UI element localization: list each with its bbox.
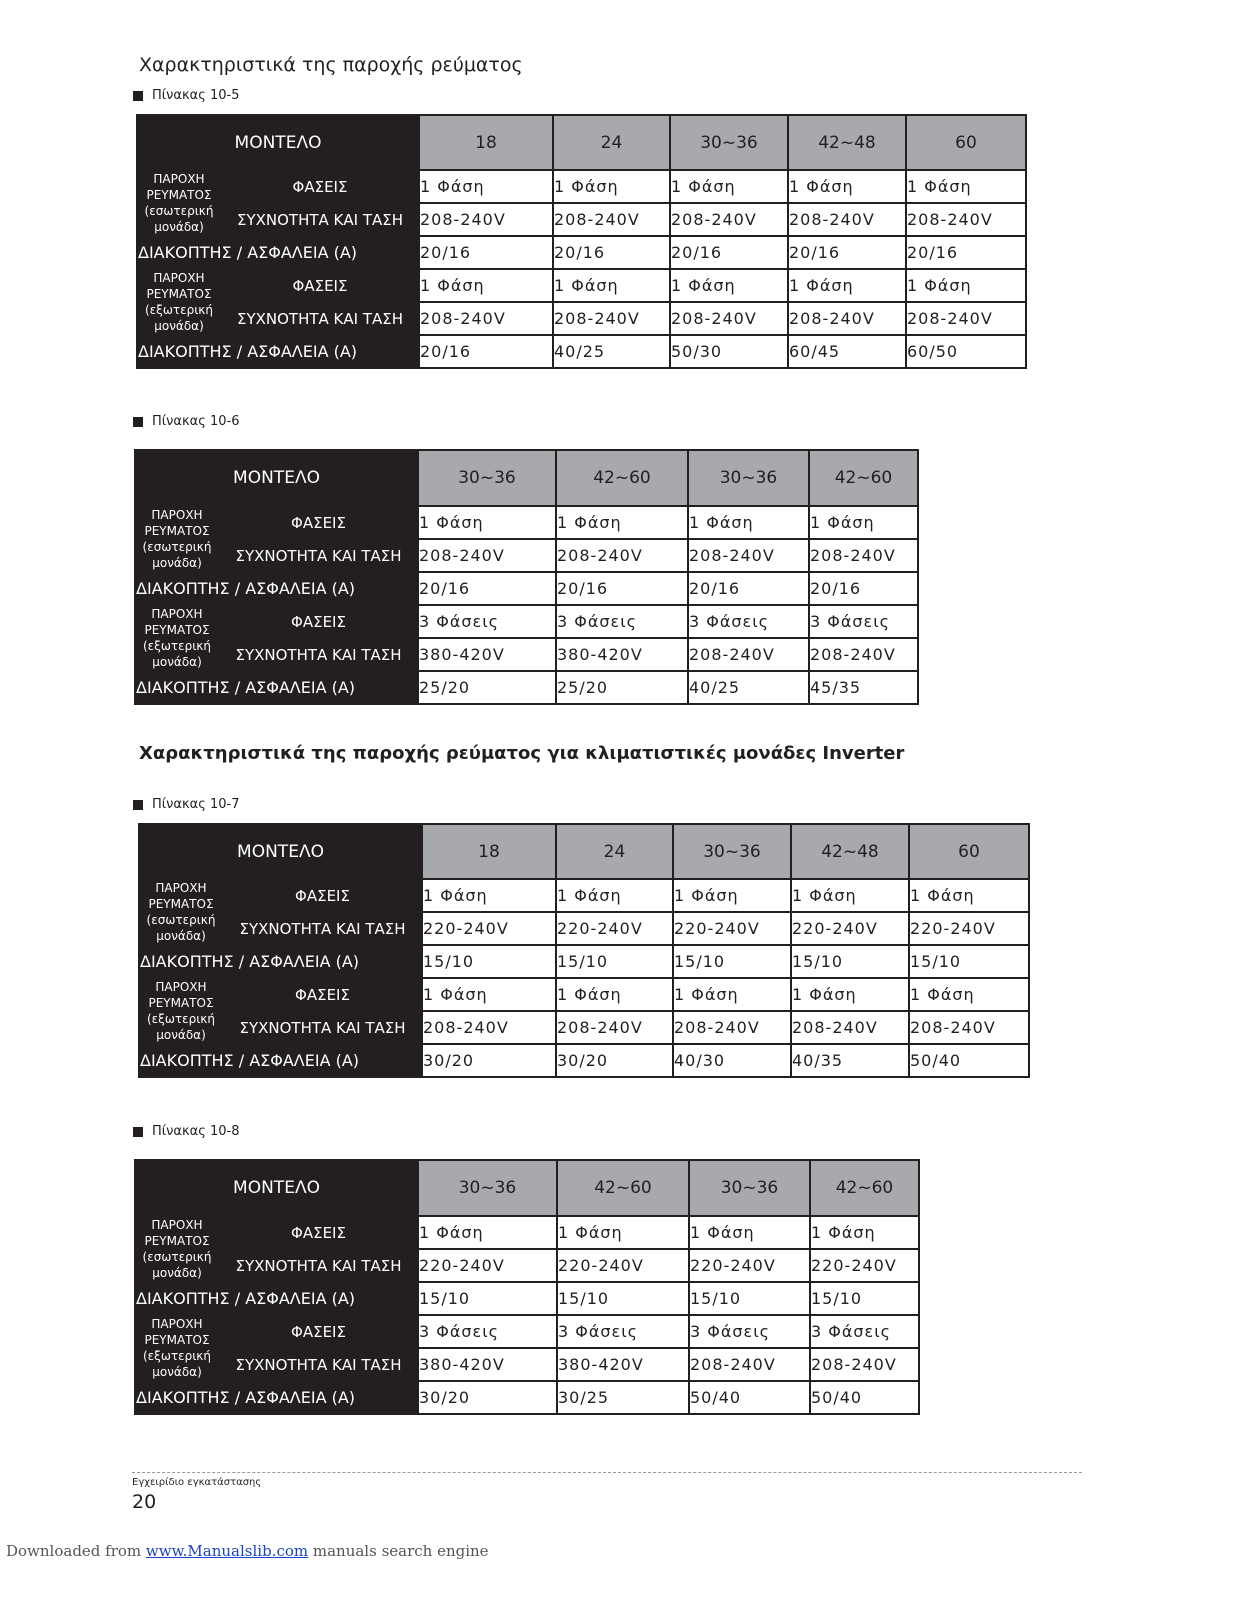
phases-cell: 1 Φάση [553,170,670,203]
supply-group-label: ΠΑΡΟΧΗ ΡΕΥΜΑΤΟΣ (εξωτερική μονάδα) [139,978,223,1044]
table-row [135,638,918,671]
supply-group-label: ΠΑΡΟΧΗ ΡΕΥΜΑΤΟΣ (εξωτερική μονάδα) [137,269,221,335]
voltage-cell: 220-240V [909,912,1029,945]
supply-group-label: ΠΑΡΟΧΗ ΡΕΥΜΑΤΟΣ (εσωτερική μονάδα) [137,170,221,236]
model-cell: 30~36 [689,1160,810,1216]
spec-table [134,1159,920,1415]
phases-cell: 1 Φάση [556,879,673,912]
breaker-cell: 40/30 [673,1044,791,1077]
table-row [135,539,918,572]
freq-voltage-label: ΣΥΧΝΟΤΗΤΑ ΚΑΙ ΤΑΣΗ [223,1011,422,1044]
model-cell: 30~36 [418,1160,557,1216]
voltage-cell: 208-240V [788,302,906,335]
bullet-square-icon [133,1127,143,1137]
breaker-cell: 15/10 [556,945,673,978]
table-row [135,506,918,539]
voltage-cell: 208-240V [809,539,918,572]
breaker-cell: 50/40 [909,1044,1029,1077]
voltage-cell: 220-240V [418,1249,557,1282]
phases-cell: 1 Φάση [788,269,906,302]
model-header: ΜΟΝΤΕΛΟ [137,115,419,170]
freq-voltage-label: ΣΥΧΝΟΤΗΤΑ ΚΑΙ ΤΑΣΗ [219,638,418,671]
phases-label: ΦΑΣΕΙΣ [223,978,422,1011]
phases-cell: 1 Φάση [553,269,670,302]
model-cell: 18 [422,824,556,879]
voltage-cell: 220-240V [556,912,673,945]
voltage-cell: 208-240V [689,1348,810,1381]
phases-label: ΦΑΣΕΙΣ [221,269,419,302]
table-row [135,1348,919,1381]
voltage-cell: 208-240V [906,302,1026,335]
breaker-cell: 15/10 [418,1282,557,1315]
phases-cell: 1 Φάση [689,1216,810,1249]
freq-voltage-label: ΣΥΧΝΟΤΗΤΑ ΚΑΙ ΤΑΣΗ [219,1249,418,1282]
table-row [137,115,1026,170]
breaker-cell: 15/10 [689,1282,810,1315]
phases-cell: 3 Φάσεις [557,1315,689,1348]
table-row [139,945,1029,978]
footer-doc-name: Εγχειρίδιο εγκατάστασης [132,1477,262,1488]
breaker-cell: 30/25 [557,1381,689,1414]
voltage-cell: 208-240V [422,1011,556,1044]
breaker-cell: 20/16 [906,236,1026,269]
breaker-cell: 15/10 [422,945,556,978]
table-row [135,671,918,704]
breaker-cell: 20/16 [556,572,688,605]
voltage-cell: 220-240V [810,1249,919,1282]
freq-voltage-label: ΣΥΧΝΟΤΗΤΑ ΚΑΙ ΤΑΣΗ [219,1348,418,1381]
model-cell: 42~60 [809,450,918,506]
breaker-label: ΔΙΑΚΟΠΤΗΣ / ΑΣΦΑΛΕΙΑ (Α) [139,945,422,978]
table-row [137,203,1026,236]
phases-label: ΦΑΣΕΙΣ [223,879,422,912]
supply-group-label: ΠΑΡΟΧΗ ΡΕΥΜΑΤΟΣ (εσωτερική μονάδα) [139,879,223,945]
table-row [135,1216,919,1249]
model-cell: 30~36 [418,450,556,506]
voltage-cell: 208-240V [810,1348,919,1381]
supply-group-label: ΠΑΡΟΧΗ ΡΕΥΜΑΤΟΣ (εξωτερική μονάδα) [135,605,219,671]
phases-label: ΦΑΣΕΙΣ [219,1315,418,1348]
voltage-cell: 220-240V [673,912,791,945]
phases-cell: 1 Φάση [670,269,788,302]
breaker-cell: 40/25 [553,335,670,368]
breaker-label: ΔΙΑΚΟΠΤΗΣ / ΑΣΦΑΛΕΙΑ (Α) [135,1381,418,1414]
phases-cell: 3 Φάσεις [556,605,688,638]
phases-cell: 1 Φάση [909,879,1029,912]
section-title: Χαρακτηριστικά της παροχής ρεύματος [139,54,523,76]
model-cell: 42~60 [810,1160,919,1216]
table-row [139,879,1029,912]
phases-cell: 1 Φάση [688,506,809,539]
breaker-cell: 40/25 [688,671,809,704]
phases-cell: 1 Φάση [422,978,556,1011]
spec-table [136,114,1027,369]
phases-cell: 1 Φάση [906,170,1026,203]
spec-table [138,823,1030,1078]
table-label-text: Πίνακας 10-7 [152,797,240,812]
table-row [139,912,1029,945]
breaker-label: ΔΙΑΚΟΠΤΗΣ / ΑΣΦΑΛΕΙΑ (Α) [135,671,418,704]
model-cell: 30~36 [670,115,788,170]
phases-cell: 1 Φάση [422,879,556,912]
table-row [135,1315,919,1348]
voltage-cell: 208-240V [553,203,670,236]
voltage-cell: 208-240V [556,539,688,572]
bullet-square-icon [133,417,143,427]
table-row [139,824,1029,879]
voltage-cell: 208-240V [553,302,670,335]
model-cell: 42~48 [791,824,909,879]
table-row [135,1282,919,1315]
phases-cell: 1 Φάση [673,879,791,912]
table-row [135,572,918,605]
breaker-cell: 50/40 [689,1381,810,1414]
breaker-cell: 45/35 [809,671,918,704]
breaker-cell: 20/16 [419,236,553,269]
breaker-cell: 15/10 [673,945,791,978]
table-row [137,335,1026,368]
breaker-cell: 20/16 [688,572,809,605]
breaker-cell: 50/30 [670,335,788,368]
phases-cell: 1 Φάση [557,1216,689,1249]
breaker-cell: 30/20 [418,1381,557,1414]
breaker-label: ΔΙΑΚΟΠΤΗΣ / ΑΣΦΑΛΕΙΑ (Α) [135,572,418,605]
phases-cell: 1 Φάση [556,506,688,539]
voltage-cell: 380-420V [557,1348,689,1381]
freq-voltage-label: ΣΥΧΝΟΤΗΤΑ ΚΑΙ ΤΑΣΗ [221,203,419,236]
breaker-cell: 30/20 [556,1044,673,1077]
model-cell: 60 [909,824,1029,879]
phases-cell: 3 Φάσεις [689,1315,810,1348]
voltage-cell: 220-240V [422,912,556,945]
voltage-cell: 220-240V [689,1249,810,1282]
model-header: ΜΟΝΤΕΛΟ [135,1160,418,1216]
model-header: ΜΟΝΤΕΛΟ [135,450,418,506]
phases-cell: 1 Φάση [556,978,673,1011]
bullet-square-icon [133,91,143,101]
voltage-cell: 208-240V [419,203,553,236]
breaker-cell: 20/16 [418,572,556,605]
breaker-cell: 25/20 [418,671,556,704]
table-row [139,1011,1029,1044]
voltage-cell: 208-240V [419,302,553,335]
download-prefix: Downloaded from [6,1542,146,1560]
page-number: 20 [132,1491,157,1513]
breaker-cell: 20/16 [788,236,906,269]
voltage-cell: 208-240V [670,203,788,236]
phases-cell: 1 Φάση [791,879,909,912]
voltage-cell: 208-240V [906,203,1026,236]
breaker-cell: 15/10 [557,1282,689,1315]
voltage-cell: 220-240V [791,912,909,945]
table-row [137,302,1026,335]
table-row [139,978,1029,1011]
footer-divider [132,1472,1082,1473]
voltage-cell: 208-240V [673,1011,791,1044]
breaker-cell: 20/16 [809,572,918,605]
model-cell: 30~36 [673,824,791,879]
phases-label: ΦΑΣΕΙΣ [219,506,418,539]
phases-cell: 3 Φάσεις [810,1315,919,1348]
phases-label: ΦΑΣΕΙΣ [219,1216,418,1249]
phases-cell: 1 Φάση [809,506,918,539]
voltage-cell: 208-240V [791,1011,909,1044]
download-suffix: manuals search engine [308,1542,489,1560]
table-row [135,605,918,638]
phases-cell: 1 Φάση [670,170,788,203]
breaker-cell: 20/16 [670,236,788,269]
breaker-cell: 20/16 [553,236,670,269]
voltage-cell: 208-240V [788,203,906,236]
model-header: ΜΟΝΤΕΛΟ [139,824,422,879]
phases-cell: 1 Φάση [418,506,556,539]
freq-voltage-label: ΣΥΧΝΟΤΗΤΑ ΚΑΙ ΤΑΣΗ [219,539,418,572]
model-cell: 24 [553,115,670,170]
manualslib-link[interactable]: www.Manualslib.com [145,1542,309,1560]
breaker-cell: 25/20 [556,671,688,704]
phases-cell: 3 Φάσεις [418,1315,557,1348]
phases-cell: 1 Φάση [788,170,906,203]
table-row [137,236,1026,269]
table-row [135,1381,919,1414]
freq-voltage-label: ΣΥΧΝΟΤΗΤΑ ΚΑΙ ΤΑΣΗ [223,912,422,945]
phases-cell: 1 Φάση [906,269,1026,302]
breaker-cell: 20/16 [419,335,553,368]
section-title-inverter: Χαρακτηριστικά της παροχής ρεύματος για κλιματιστικές μονάδες Inverter [139,743,905,764]
model-cell: 30~36 [688,450,809,506]
voltage-cell: 380-420V [556,638,688,671]
supply-group-label: ΠΑΡΟΧΗ ΡΕΥΜΑΤΟΣ (εξωτερική μονάδα) [135,1315,219,1381]
breaker-cell: 60/50 [906,335,1026,368]
table-label [133,1124,240,1139]
voltage-cell: 380-420V [418,638,556,671]
voltage-cell: 208-240V [688,638,809,671]
phases-cell: 1 Φάση [673,978,791,1011]
model-cell: 42~60 [556,450,688,506]
breaker-label: ΔΙΑΚΟΠΤΗΣ / ΑΣΦΑΛΕΙΑ (Α) [137,236,419,269]
supply-group-label: ΠΑΡΟΧΗ ΡΕΥΜΑΤΟΣ (εσωτερική μονάδα) [135,1216,219,1282]
voltage-cell: 380-420V [418,1348,557,1381]
download-notice [6,1542,489,1560]
voltage-cell: 208-240V [556,1011,673,1044]
breaker-cell: 15/10 [791,945,909,978]
table-row [139,1044,1029,1077]
model-cell: 42~48 [788,115,906,170]
model-cell: 42~60 [557,1160,689,1216]
model-cell: 18 [419,115,553,170]
phases-cell: 1 Φάση [419,170,553,203]
voltage-cell: 208-240V [670,302,788,335]
phases-cell: 1 Φάση [909,978,1029,1011]
voltage-cell: 208-240V [809,638,918,671]
table-row [135,1249,919,1282]
breaker-cell: 40/35 [791,1044,909,1077]
phases-cell: 3 Φάσεις [809,605,918,638]
phases-label: ΦΑΣΕΙΣ [219,605,418,638]
phases-cell: 1 Φάση [418,1216,557,1249]
spec-table [134,449,919,705]
voltage-cell: 208-240V [909,1011,1029,1044]
breaker-label: ΔΙΑΚΟΠΤΗΣ / ΑΣΦΑΛΕΙΑ (Α) [135,1282,418,1315]
freq-voltage-label: ΣΥΧΝΟΤΗΤΑ ΚΑΙ ΤΑΣΗ [221,302,419,335]
table-row [137,269,1026,302]
table-row [137,170,1026,203]
table-label [133,88,240,103]
breaker-cell: 50/40 [810,1381,919,1414]
breaker-label: ΔΙΑΚΟΠΤΗΣ / ΑΣΦΑΛΕΙΑ (Α) [139,1044,422,1077]
table-label-text: Πίνακας 10-6 [152,414,240,429]
voltage-cell: 208-240V [418,539,556,572]
voltage-cell: 208-240V [688,539,809,572]
table-row [135,1160,919,1216]
voltage-cell: 220-240V [557,1249,689,1282]
phases-cell: 3 Φάσεις [688,605,809,638]
phases-label: ΦΑΣΕΙΣ [221,170,419,203]
table-label-text: Πίνακας 10-8 [152,1124,240,1139]
phases-cell: 3 Φάσεις [418,605,556,638]
phases-cell: 1 Φάση [791,978,909,1011]
phases-cell: 1 Φάση [419,269,553,302]
table-label [133,414,240,429]
table-label [133,797,240,812]
model-cell: 24 [556,824,673,879]
breaker-cell: 15/10 [909,945,1029,978]
table-row [135,450,918,506]
breaker-cell: 30/20 [422,1044,556,1077]
bullet-square-icon [133,800,143,810]
breaker-label: ΔΙΑΚΟΠΤΗΣ / ΑΣΦΑΛΕΙΑ (Α) [137,335,419,368]
table-label-text: Πίνακας 10-5 [152,88,240,103]
breaker-cell: 15/10 [810,1282,919,1315]
phases-cell: 1 Φάση [810,1216,919,1249]
breaker-cell: 60/45 [788,335,906,368]
model-cell: 60 [906,115,1026,170]
supply-group-label: ΠΑΡΟΧΗ ΡΕΥΜΑΤΟΣ (εσωτερική μονάδα) [135,506,219,572]
